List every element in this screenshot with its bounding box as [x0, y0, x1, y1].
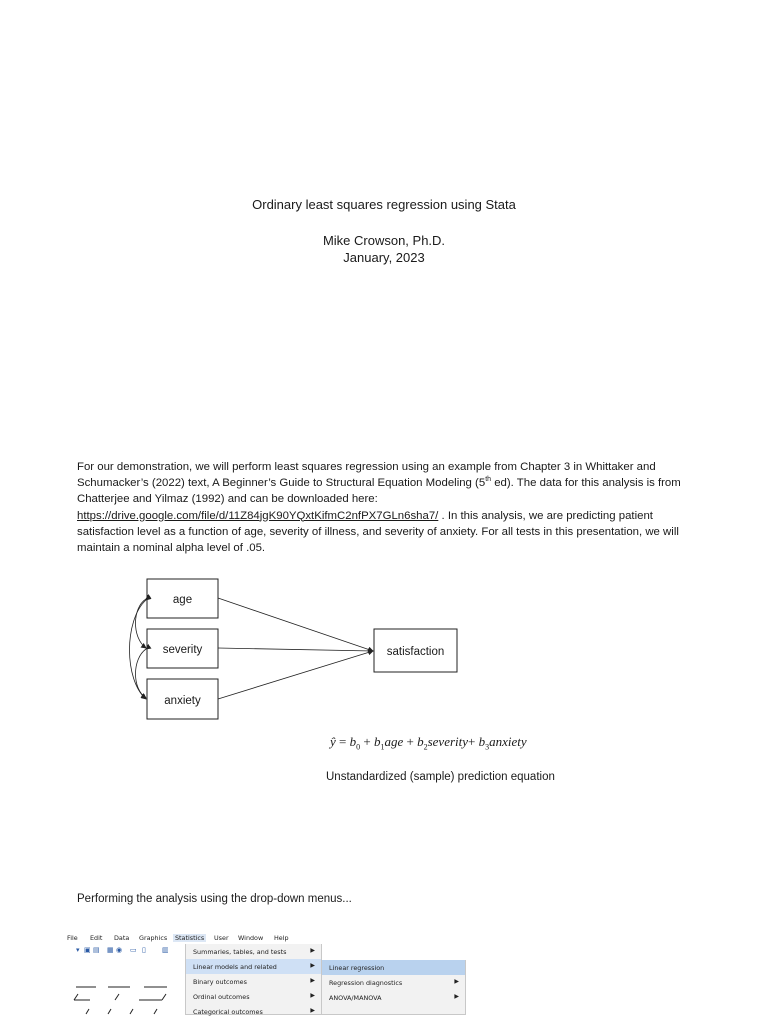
- chevron-right-icon: ▶: [310, 977, 315, 984]
- prediction-equation: [330, 734, 570, 752]
- menu-window[interactable]: Window: [238, 934, 264, 942]
- menu-item-label: Regression diagnostics: [329, 979, 403, 987]
- menu-item-categorical-outcomes[interactable]: [186, 1004, 321, 1019]
- equation-b0: b: [349, 734, 357, 749]
- equation-caption: Unstandardized (sample) prediction equation: [326, 771, 555, 783]
- toolbar-dofile-icon[interactable]: ▯: [142, 946, 146, 954]
- author-name: Mike Crowson, Ph.D.: [322, 233, 446, 248]
- equation-plus2: +: [403, 734, 418, 749]
- menu-statistics[interactable]: Statistics: [175, 934, 205, 942]
- equation-b1: b: [373, 734, 381, 749]
- path-age-satisfaction: [218, 598, 373, 651]
- toolbar-editor-icon[interactable]: ▥: [162, 946, 169, 954]
- menu-item-label: ANOVA/MANOVA: [329, 994, 382, 1002]
- menu-item-ordinal-outcomes[interactable]: [186, 989, 321, 1004]
- menu-file[interactable]: File: [67, 934, 78, 942]
- menu-item-label: Ordinal outcomes: [193, 993, 250, 1001]
- equation-sub3: 3: [485, 742, 490, 752]
- chevron-right-icon: ▶: [310, 947, 315, 954]
- data-download-link[interactable]: https://drive.google.com/file/d/11Z84jgK90YQxtKifmC2nfPX7GLn6sha7/: [77, 509, 439, 522]
- toolbar-graph-icon[interactable]: ▭: [130, 946, 137, 954]
- menu-help[interactable]: Help: [274, 934, 289, 942]
- menu-graphics[interactable]: Graphics: [139, 934, 168, 942]
- chevron-right-icon: ▶: [454, 978, 459, 985]
- stata-menu-screenshot: [67, 929, 470, 1016]
- covariance-age-anxiety: [130, 600, 147, 699]
- intro-text-1: For our demonstration, we will perform least squares regression using an example from Chapter 3 in Whittaker and Schumacker’s (2022) text, A Beginner’s Guide to Structural Equation Modeling (5: [77, 461, 656, 490]
- menu-item-regression-diagnostics[interactable]: [322, 975, 465, 990]
- equation-yhat: ŷ: [330, 734, 336, 749]
- toolbar-save-icon[interactable]: ▣: [84, 946, 91, 954]
- menu-item-label: Summaries, tables, and tests: [193, 948, 287, 956]
- equation-var-severity: severity: [427, 734, 469, 749]
- menu-edit[interactable]: Edit: [90, 934, 103, 942]
- path-anxiety-satisfaction: [218, 651, 373, 699]
- chevron-right-icon: ▶: [454, 993, 459, 1000]
- chevron-right-icon: ▶: [310, 1007, 315, 1014]
- menu-user[interactable]: User: [214, 934, 229, 942]
- statistics-dropdown: [185, 944, 322, 1015]
- stata-menubar: [67, 932, 370, 944]
- document-date: January, 2023: [343, 250, 425, 265]
- menu-item-label: Linear models and related: [193, 963, 277, 971]
- equation-sub2: 2: [423, 742, 428, 752]
- section-heading: Performing the analysis using the drop-down menus...: [77, 893, 352, 905]
- anxiety-label: anxiety: [164, 695, 201, 707]
- equation-b2: b: [417, 734, 424, 749]
- intro-text-3: . In this analysis, we are predicting patient satisfaction level as a function of age, severity of illness, and severity of anxiety. For all tests in this presentation, we will maintain a nominal alpha level of .05.: [77, 509, 679, 555]
- equation-var-anxiety: anxiety: [489, 734, 527, 749]
- stata-logo-fragment: [70, 957, 180, 1014]
- menu-item-label: Binary outcomes: [193, 978, 247, 986]
- equation-equals: =: [335, 734, 350, 749]
- severity-label: severity: [162, 644, 203, 656]
- covariance-severity-anxiety: [136, 649, 147, 698]
- equation-plus3: +: [468, 734, 479, 749]
- document-title: Ordinary least squares regression using Stata: [252, 197, 516, 212]
- menu-item-linear-regression[interactable]: [322, 960, 465, 975]
- intro-paragraph: [77, 459, 702, 556]
- path-severity-satisfaction: [218, 648, 373, 651]
- path-diagram: [0, 570, 768, 730]
- satisfaction-label: satisfaction: [386, 646, 445, 658]
- equation-var-age: age: [384, 734, 404, 749]
- equation-sub0: 0: [356, 742, 361, 752]
- age-label: age: [172, 594, 193, 606]
- chevron-right-icon: ▶: [310, 992, 315, 999]
- menu-item-label: Linear regression: [329, 964, 385, 972]
- linear-models-submenu: [321, 960, 466, 1015]
- intro-text-2: ed). The data for this analysis is from Chatterjee and Yilmaz (1992) and can be downloaded here:: [77, 477, 681, 506]
- menu-item-summaries[interactable]: [186, 944, 321, 959]
- equation-b3: b: [478, 734, 486, 749]
- toolbar-print-icon[interactable]: ▤: [93, 946, 100, 954]
- toolbar-open-icon[interactable]: ▾: [76, 946, 80, 954]
- equation-sub1: 1: [380, 742, 385, 752]
- equation-plus1: +: [360, 734, 374, 749]
- chevron-right-icon: ▶: [310, 962, 315, 969]
- toolbar-viewer-icon[interactable]: ◉: [116, 946, 123, 954]
- menu-item-binary-outcomes[interactable]: [186, 974, 321, 989]
- menu-item-label: Categorical outcomes: [193, 1008, 263, 1016]
- menu-item-linear-models[interactable]: [186, 959, 321, 974]
- toolbar-log-icon[interactable]: ▦: [107, 946, 114, 954]
- menu-item-anova-manova[interactable]: [322, 990, 465, 1005]
- menu-data[interactable]: Data: [114, 934, 130, 942]
- intro-superscript: th: [485, 476, 492, 484]
